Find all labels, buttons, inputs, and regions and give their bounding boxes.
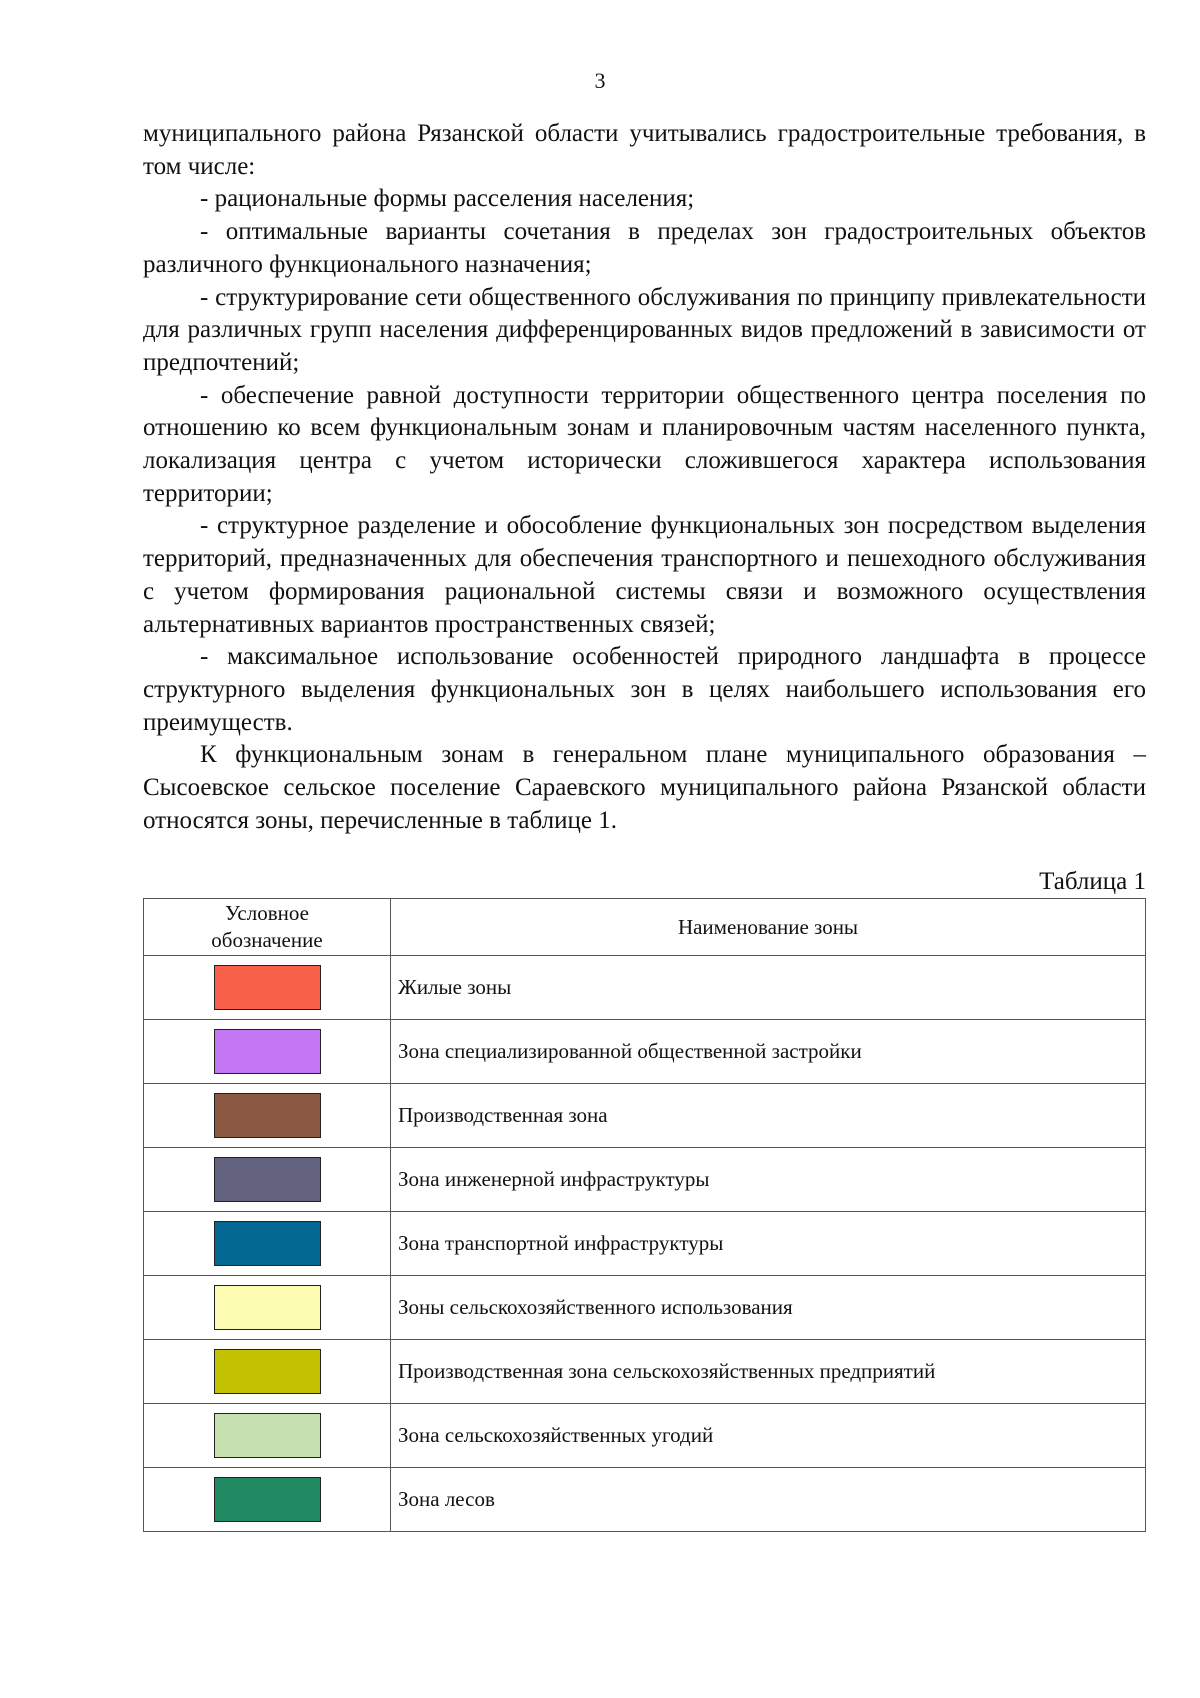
header-symbol-line2: обозначение xyxy=(211,928,323,952)
list-item: - рациональные формы расселения населения; xyxy=(200,185,695,213)
table-caption: Таблица 1 xyxy=(1039,868,1146,895)
color-swatch xyxy=(214,1477,321,1522)
header-zone-name: Наименование зоны xyxy=(391,899,1146,956)
symbol-cell xyxy=(144,1276,391,1340)
symbol-cell xyxy=(144,1404,391,1468)
zone-name: Зона транспортной инфраструктуры xyxy=(391,1212,1146,1276)
zone-name: Зона специализированной общественной застройки xyxy=(391,1020,1146,1084)
zone-name: Жилые зоны xyxy=(391,956,1146,1020)
color-swatch xyxy=(214,1093,321,1138)
color-swatch xyxy=(214,1413,321,1458)
zone-name: Зона лесов xyxy=(391,1468,1146,1532)
table-row xyxy=(144,1404,1146,1468)
table-row xyxy=(144,956,1146,1020)
header-symbol xyxy=(144,899,391,956)
symbol-cell xyxy=(144,956,391,1020)
zone-name: Зона сельскохозяйственных угодий xyxy=(391,1404,1146,1468)
color-swatch xyxy=(214,1221,321,1266)
zones-legend-table xyxy=(143,898,1146,1532)
paragraph: К функциональным зонам в генеральном плане муниципального образования – Сысоевское сельское поселение Сараевского муниципального района Рязанской области относятся зоны, перечисленные в таблице 1. xyxy=(143,741,1146,834)
list-item: - обеспечение равной доступности территории общественного центра поселения по отношению ко всем функциональным зонам и планировочным частям населенного пункта, локализация центра с учетом исторически сложившегося характера использования территории; xyxy=(143,381,1146,507)
table-row xyxy=(144,1276,1146,1340)
zone-name: Зона инженерной инфраструктуры xyxy=(391,1148,1146,1212)
color-swatch xyxy=(214,1029,321,1074)
list-item: - максимальное использование особенностей природного ландшафта в процессе структурного выделения функциональных зон в целях наибольшего использования его преимуществ. xyxy=(143,643,1146,736)
page-number: 3 xyxy=(594,68,606,93)
table-row xyxy=(144,1212,1146,1276)
list-item: - структурирование сети общественного обслуживания по принципу привлекательности для различных групп населения дифференцированных видов предложений в зависимости от предпочтений; xyxy=(143,283,1146,376)
paragraph: муниципального района Рязанской области учитывались градостроительные требования, в том числе: xyxy=(143,120,1146,180)
color-swatch xyxy=(214,1349,321,1394)
list-item: - структурное разделение и обособление функциональных зон посредством выделения территорий, предназначенных для обеспечения транспортного и пешеходного обслуживания с учетом формирования рациональной системы связи и возможного осуществления альтернативных вариантов пространственных связей; xyxy=(143,512,1146,638)
table-row xyxy=(144,1468,1146,1532)
symbol-cell xyxy=(144,1340,391,1404)
symbol-cell xyxy=(144,1212,391,1276)
table-row xyxy=(144,1340,1146,1404)
color-swatch xyxy=(214,1157,321,1202)
header-symbol-line1: Условное xyxy=(225,901,309,925)
zone-name: Зоны сельскохозяйственного использования xyxy=(391,1276,1146,1340)
table-header-row xyxy=(144,899,1146,956)
symbol-cell xyxy=(144,1084,391,1148)
zone-name: Производственная зона сельскохозяйственных предприятий xyxy=(391,1340,1146,1404)
zone-name: Производственная зона xyxy=(391,1084,1146,1148)
body-text xyxy=(143,118,1146,837)
table-row xyxy=(144,1020,1146,1084)
table-row xyxy=(144,1084,1146,1148)
symbol-cell xyxy=(144,1468,391,1532)
color-swatch xyxy=(214,965,321,1010)
symbol-cell xyxy=(144,1020,391,1084)
table-row xyxy=(144,1148,1146,1212)
symbol-cell xyxy=(144,1148,391,1212)
color-swatch xyxy=(214,1285,321,1330)
list-item: - оптимальные варианты сочетания в пределах зон градостроительных объектов различного функционального назначения; xyxy=(143,218,1146,278)
